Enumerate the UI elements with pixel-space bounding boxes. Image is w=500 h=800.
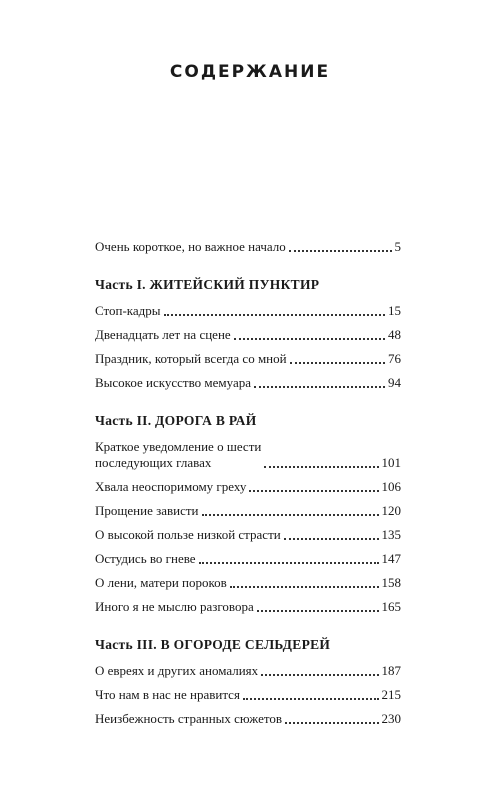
part-heading-1: Часть I. ЖИТЕЙСКИЙ ПУНКТИР <box>95 277 320 292</box>
toc-entry-intro[interactable] <box>95 239 401 255</box>
toc-entry[interactable] <box>95 687 401 703</box>
toc-entry-title-line-1: Краткое уведомление о шести <box>95 439 262 454</box>
toc-entry-page: 165 <box>381 599 401 614</box>
toc-entry[interactable] <box>95 599 401 615</box>
toc-entry-page: 48 <box>388 327 401 342</box>
toc-entry-title: Хвала неоспоримому греху <box>95 479 247 494</box>
toc-entry[interactable] <box>95 375 401 391</box>
toc-entry-title: Что нам в нас не нравится <box>95 687 240 702</box>
toc-entry[interactable] <box>95 439 401 471</box>
toc-entry-page: 76 <box>388 351 401 366</box>
toc-entry[interactable] <box>95 303 401 319</box>
toc-entry-page: 101 <box>381 455 401 470</box>
toc-entry[interactable] <box>95 575 401 591</box>
toc-entry-title <box>95 439 261 471</box>
dot-leader <box>202 514 379 516</box>
toc-entry-title: О лени, матери пороков <box>95 575 227 590</box>
dot-leader <box>230 586 379 588</box>
toc-entry[interactable] <box>95 711 401 727</box>
toc-entry-title-line-2: последующих главах <box>95 455 212 470</box>
part-heading-2: Часть II. ДОРОГА В РАЙ <box>95 413 257 428</box>
toc-entry-title: Стоп-кадры <box>95 303 161 318</box>
dot-leader <box>254 386 385 388</box>
toc-entry[interactable] <box>95 479 401 495</box>
toc-entry-title: О евреях и других аномалиях <box>95 663 259 678</box>
page-title: СОДЕРЖАНИЕ <box>169 62 331 82</box>
dot-leader <box>285 722 378 724</box>
dot-leader <box>249 490 378 492</box>
toc-entry-title: Остудись во гневе <box>95 551 196 566</box>
toc-entry-page: 158 <box>381 575 401 590</box>
table-of-contents <box>95 239 401 735</box>
toc-entry-title: Праздник, который всегда со мной <box>95 351 287 366</box>
toc-entry[interactable] <box>95 527 401 543</box>
toc-entry-title: Двенадцать лет на сцене <box>95 327 231 342</box>
toc-entry-page: 106 <box>381 479 401 494</box>
toc-entry-page: 187 <box>381 663 401 678</box>
dot-leader <box>164 314 385 316</box>
toc-entry-title: Очень короткое, но важное начало <box>95 239 286 254</box>
toc-entry-title: Неизбежность странных сюжетов <box>95 711 283 726</box>
toc-entry-page: 15 <box>388 303 401 318</box>
part-heading-3: Часть III. В ОГОРОДЕ СЕЛЬДЕРЕЙ <box>95 637 331 652</box>
toc-entry[interactable] <box>95 327 401 343</box>
toc-entry-page: 5 <box>394 239 401 254</box>
toc-entry[interactable] <box>95 663 401 679</box>
dot-leader <box>290 362 385 364</box>
toc-entry-page: 135 <box>381 527 401 542</box>
toc-entry[interactable] <box>95 551 401 567</box>
dot-leader <box>234 338 385 340</box>
dot-leader <box>257 610 379 612</box>
dot-leader <box>243 698 379 700</box>
dot-leader <box>289 250 392 252</box>
toc-entry-title: Прощение зависти <box>95 503 199 518</box>
toc-entry-page: 230 <box>381 711 401 726</box>
dot-leader <box>261 674 378 676</box>
toc-entry-title: О высокой пользе низкой страсти <box>95 527 281 542</box>
toc-entry-page: 147 <box>381 551 401 566</box>
toc-entry-page: 215 <box>381 687 401 702</box>
dot-leader <box>199 562 379 564</box>
dot-leader <box>284 538 379 540</box>
toc-entry-title: Иного я не мыслю разговора <box>95 599 254 614</box>
toc-entry[interactable] <box>95 351 401 367</box>
toc-entry-title: Высокое искусство мемуара <box>95 375 251 390</box>
toc-entry-page: 120 <box>381 503 401 518</box>
toc-entry-page: 94 <box>388 375 401 390</box>
dot-leader <box>264 466 378 468</box>
toc-entry[interactable] <box>95 503 401 519</box>
